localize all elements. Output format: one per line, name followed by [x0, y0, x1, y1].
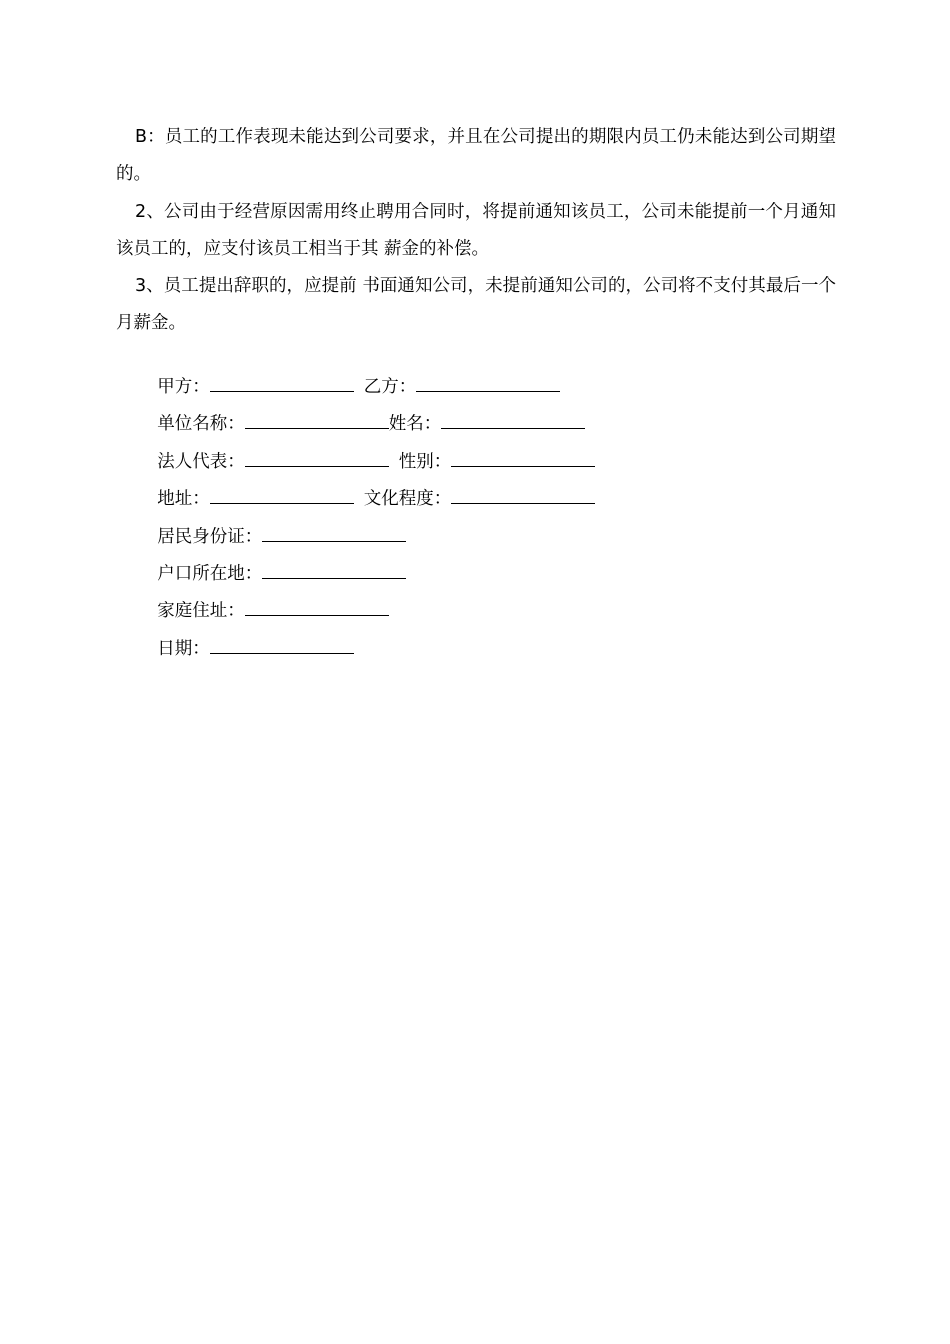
address-label: 地址：: [157, 489, 210, 509]
clause-3-paragraph: 3、员工提出辞职的，应提前 书面通知公司，未提前通知公司的，公司将不支付其最后一个月薪金。: [116, 276, 836, 333]
clause-2-paragraph: 2、公司由于经营原因需用终止聘用合同时，将提前通知该员工，公司未能提前一个月通知该员工的，应支付该员工相当于其 薪金的补偿。: [116, 202, 836, 259]
date-label: 日期：: [157, 639, 210, 659]
education-label: 文化程度：: [363, 489, 452, 509]
education-blank[interactable]: [451, 486, 595, 504]
id-card-label: 居民身份证：: [157, 527, 263, 547]
party-a-label: 甲方：: [157, 377, 210, 397]
gender-label: 性别：: [398, 452, 452, 472]
unit-name-label: 单位名称：: [157, 414, 245, 434]
clause-b-paragraph: B：员工的工作表现未能达到公司要求，并且在公司提出的期限内员工仍未能达到公司期望的。: [116, 127, 836, 184]
date-row: [135, 612, 354, 685]
household-label: 户口所在地：: [157, 564, 263, 584]
legal-rep-label: 法人代表：: [157, 452, 245, 472]
home-address-label: 家庭住址：: [157, 601, 245, 621]
name-label: 姓名：: [388, 414, 442, 434]
party-b-label: 乙方：: [363, 377, 417, 397]
date-blank[interactable]: [210, 636, 354, 654]
